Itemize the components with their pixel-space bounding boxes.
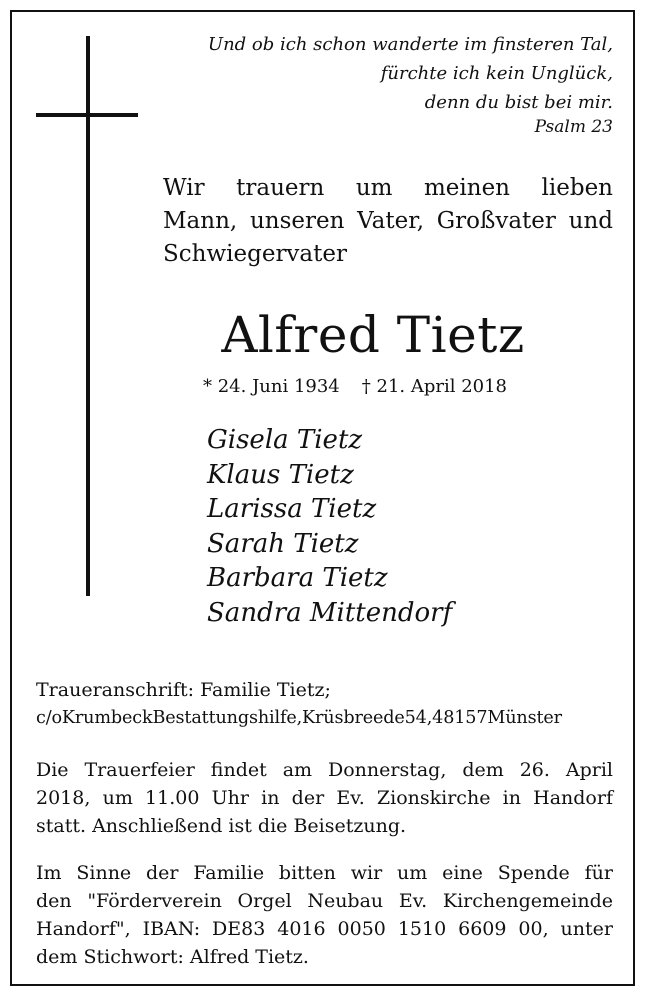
donation-line: Im Sinne der Familie bitten wir um eine Spende für	[36, 862, 613, 884]
intro-line: Mann, unseren Vater, Großvater und	[163, 208, 613, 234]
mourning-address	[36, 676, 613, 732]
cross-icon-bar	[36, 113, 138, 117]
psalm-line: denn du bist bei mir.	[424, 92, 613, 113]
mourner-name: Klaus Tietz	[207, 459, 354, 490]
deceased-name: Alfred Tietz	[221, 306, 525, 364]
intro-text	[163, 172, 613, 271]
mourner-name: Barbara Tietz	[207, 563, 388, 593]
psalm-line: fürchte ich kein Unglück,	[380, 63, 613, 84]
donation-line: Handorf", IBAN: DE83 4016 0050 1510 6609 00, unter	[36, 918, 613, 940]
mourner-name: Sarah Tietz	[207, 528, 359, 559]
cross-icon	[86, 36, 90, 596]
psalm-quote	[173, 30, 613, 117]
mourner-name: Gisela Tietz	[207, 425, 363, 455]
intro-line: Schwiegervater	[163, 241, 347, 267]
life-dates	[203, 372, 507, 402]
ceremony-line: statt. Anschließend ist die Beisetzung.	[36, 815, 407, 837]
donation-info	[36, 859, 613, 971]
intro-line: Wir trauern um meinen lieben	[163, 175, 613, 201]
psalm-line: Und ob ich schon wanderte im finsteren Tal,	[207, 34, 613, 55]
ceremony-info	[36, 756, 613, 840]
donation-line: dem Stichwort: Alfred Tietz.	[36, 946, 309, 968]
ceremony-line: 2018, um 11.00 Uhr in der Ev. Zionskirche in Handorf	[36, 787, 613, 809]
ceremony-line: Die Trauerfeier findet am Donnerstag, dem 26. April	[36, 759, 613, 781]
address-line: c/oKrumbeckBestattungshilfe,Krüsbreede54,48157Münster	[36, 708, 562, 728]
address-line: Traueranschrift: Familie Tietz;	[36, 679, 331, 701]
psalm-reference: Psalm 23	[534, 117, 613, 137]
birth-date: * 24. Juni 1934	[203, 376, 340, 397]
death-date: † 21. April 2018	[361, 376, 508, 397]
mourner-name: Larissa Tietz	[207, 494, 377, 524]
mourner-name: Sandra Mittendorf	[207, 597, 453, 628]
mourners-list	[207, 423, 452, 630]
donation-line: den "Förderverein Orgel Neubau Ev. Kirchengemeinde	[36, 890, 613, 912]
